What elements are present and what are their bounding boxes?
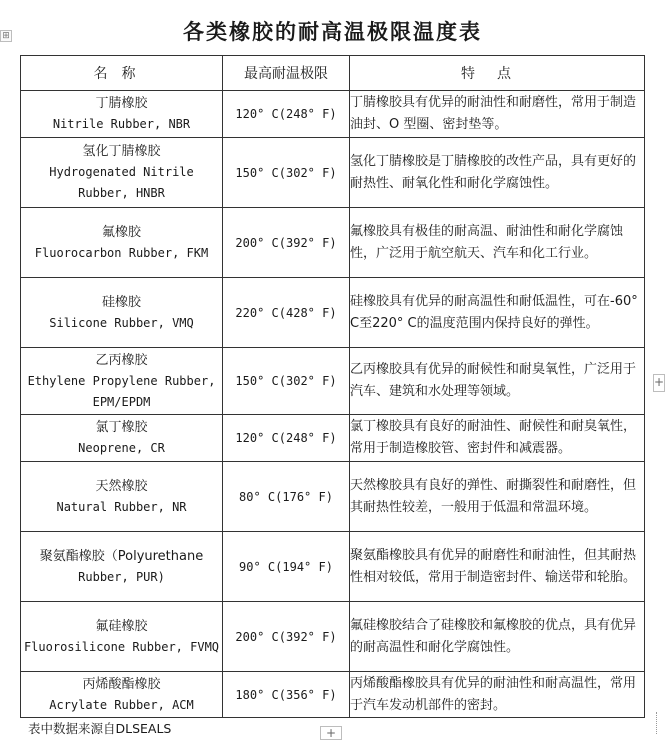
rubber-name-cell [21, 138, 223, 208]
rubber-name-en: Fluorosilicone Rubber, FVMQ [23, 639, 220, 654]
rubber-name-cell [21, 672, 223, 718]
rubber-name-cn: 氟硅橡胶 [95, 618, 148, 634]
table-row [21, 532, 645, 602]
rubber-name-cell [21, 462, 223, 532]
max-temp-cell: 200° C(392° F) [223, 602, 350, 672]
feature-cell: 氟硅橡胶结合了硅橡胶和氟橡胶的优点，具有优异的耐高温性和耐化学腐蚀性。 [350, 602, 645, 672]
rubber-name-cell [21, 208, 223, 278]
document-title: 各类橡胶的耐高温极限温度表 [183, 19, 482, 44]
table-row [21, 91, 645, 138]
header-name: 名称 [21, 56, 223, 91]
rubber-name-cell [21, 602, 223, 672]
rubber-name-cn: 丁腈橡胶 [95, 96, 148, 111]
max-temp-cell: 120° C(248° F) [223, 415, 350, 462]
feature-cell: 氯丁橡胶具有良好的耐油性、耐候性和耐臭氧性，常用于制造橡胶管、密封件和减震器。 [350, 415, 645, 462]
rubber-name-cell [21, 415, 223, 462]
rubber-name-cell [21, 348, 223, 415]
rubber-name-cn: 丙烯酸酯橡胶 [82, 676, 161, 692]
rubber-name-cn: 乙丙橡胶 [95, 352, 148, 368]
rubber-name-en: Rubber, PUR) [78, 569, 165, 584]
max-temp-cell: 80° C(176° F) [223, 462, 350, 532]
rubber-name-cn: 氢化丁腈橡胶 [82, 144, 161, 159]
rubber-name-cn: 硅橡胶 [101, 294, 141, 310]
table-row [21, 278, 645, 348]
rubber-name-cn: 氟橡胶 [101, 224, 141, 240]
table-row [21, 208, 645, 278]
rubber-name-cell [21, 91, 223, 138]
rubber-name-en: Neoprene, CR [78, 441, 165, 455]
rubber-name-cell [21, 278, 223, 348]
feature-cell: 氢化丁腈橡胶是丁腈橡胶的改性产品，具有更好的耐热性、耐氧化性和耐化学腐蚀性。 [350, 138, 645, 208]
rubber-name-cn: 聚氨酯橡胶（Polyurethane [39, 548, 204, 564]
rubber-name-cn: 氯丁橡胶 [95, 420, 148, 435]
table-header-row [21, 56, 645, 91]
table-row [21, 672, 645, 718]
rubber-name-cell [21, 532, 223, 602]
rubber-name-en: Hydrogenated Nitrile Rubber, HNBR [49, 165, 194, 200]
rubber-name-en: Acrylate Rubber, ACM [49, 697, 194, 712]
header-feature: 特点 [350, 56, 645, 91]
table-move-handle-icon[interactable]: ⊞ [0, 30, 12, 42]
max-temp-cell: 200° C(392° F) [223, 208, 350, 278]
table-row [21, 138, 645, 208]
feature-cell: 聚氨酯橡胶具有优异的耐磨性和耐油性，但其耐热性相对较低，常用于制造密封件、输送带和轮胎。 [350, 532, 645, 602]
max-temp-cell: 150° C(302° F) [223, 348, 350, 415]
table-row [21, 348, 645, 415]
max-temp-cell: 180° C(356° F) [223, 672, 350, 718]
add-column-button[interactable]: + [653, 374, 665, 392]
source-footnote: 表中数据来源自DLSEALS [28, 721, 172, 736]
feature-cell: 丁腈橡胶具有优异的耐油性和耐磨性，常用于制造油封、O 型圈、密封垫等。 [350, 91, 645, 138]
max-temp-cell: 120° C(248° F) [223, 91, 350, 138]
rubber-name-cn: 天然橡胶 [95, 478, 148, 494]
rubber-temperature-table [20, 55, 645, 718]
table-resize-handle[interactable] [656, 712, 659, 734]
feature-cell: 天然橡胶具有良好的弹性、耐撕裂性和耐磨性，但其耐热性较差，一般用于低温和常温环境。 [350, 462, 645, 532]
max-temp-cell: 150° C(302° F) [223, 138, 350, 208]
rubber-name-en: Fluorocarbon Rubber, FKM [34, 245, 209, 260]
max-temp-cell: 90° C(194° F) [223, 532, 350, 602]
table-row [21, 602, 645, 672]
rubber-name-en: Ethylene Propylene Rubber, EPM/EPDM [27, 373, 216, 409]
rubber-name-en: Nitrile Rubber, NBR [52, 117, 191, 131]
table-row [21, 462, 645, 532]
max-temp-cell: 220° C(428° F) [223, 278, 350, 348]
rubber-name-en: Natural Rubber, NR [56, 499, 187, 514]
feature-cell: 丙烯酸酯橡胶具有优异的耐油性和耐高温性，常用于汽车发动机部件的密封。 [350, 672, 645, 718]
rubber-name-en: Silicone Rubber, VMQ [49, 315, 194, 330]
feature-cell: 氟橡胶具有极佳的耐高温、耐油性和耐化学腐蚀性，广泛用于航空航天、汽车和化工行业。 [350, 208, 645, 278]
header-max-temp: 最高耐温极限 [223, 56, 350, 91]
table-row [21, 415, 645, 462]
feature-cell: 乙丙橡胶具有优异的耐候性和耐臭氧性，广泛用于汽车、建筑和水处理等领域。 [350, 348, 645, 415]
add-row-button[interactable]: + [320, 726, 342, 740]
feature-cell: 硅橡胶具有优异的耐高温性和耐低温性，可在-60° C至220° C的温度范围内保持良好的弹性。 [350, 278, 645, 348]
